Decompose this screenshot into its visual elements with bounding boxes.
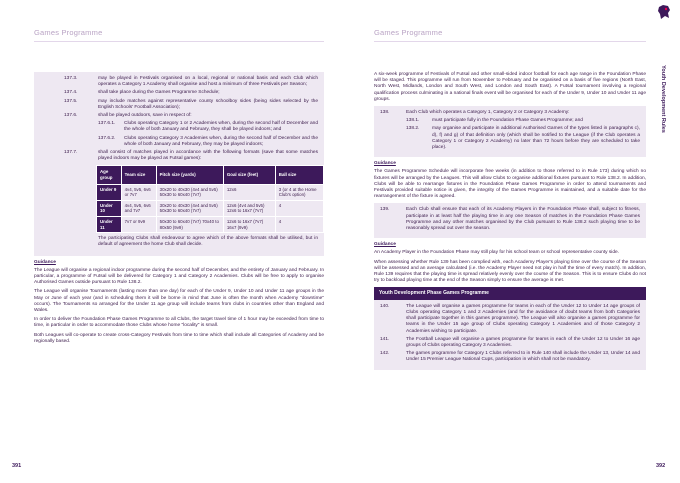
guidance-paragraph: Both Leagues will co-operate to create cross-Category Festivals from time to time which shall include all Categories of Academy and be regionally based. [34, 332, 324, 344]
rule-138-box [374, 106, 646, 157]
left-column [34, 72, 324, 348]
premier-league-lion-logo [657, 4, 671, 20]
rule-138-1 [380, 118, 640, 124]
team-size-cell: 4v4, 5v5, 6v6 or 7v7 [121, 184, 156, 200]
team-size-cell: 7v7 or 9v9 [121, 217, 156, 233]
right-header-rule [374, 41, 646, 42]
rule-137-6-1 [64, 121, 318, 133]
rule-141 [380, 337, 640, 349]
rule-text: The games programme for Category 1 Clubs referred to in Rule 140 shall include the Under 13, Under 14 and Under 15 Premier League National Cups, participation in which shall not be mandatory. [406, 351, 640, 363]
rule-137-5 [64, 99, 318, 111]
column-header: Age group [97, 166, 122, 184]
ball-size-cell: 3 (or 4 at the Home Club's option) [275, 184, 323, 200]
subrule-text: Clubs operating Category 1 or 2 Academies when, during the second half of December and the whole of both January and February, they shall be played indoors; and [124, 121, 318, 133]
subrule-number: 138.1. [406, 118, 420, 124]
subrule-text: must participate fully in the Foundation Phase Games Programme; and [432, 118, 583, 124]
age-cell: Under 10 [97, 200, 122, 216]
rule-text: The Football League will organise a games programme for teams in each of the Under 12 to Under 16 age groups of Clubs operating Category 3 Academies. [406, 336, 640, 348]
rule-text: shall take place during the Games Programme Schedule; [98, 90, 220, 96]
rule-138-2 [380, 126, 640, 151]
guidance-paragraph: The Games Programme Schedule will incorporate free weeks (in addition to those referred to in Rule 173) during which no fixtures will be arranged by the Leagues. This will allow Clubs to organise additional fixtures pursuant to Rule 138.2. In addition, Clubs will be able to rearrange fixtures in the Foundation Phase Games Programme in order to attend tournaments and Festivals provided suitable notice is given, the integrity of the Games Programme is maintained, and a suitable date for the rearrangement of the fixture is agreed. [374, 169, 646, 200]
rule-text: shall consist of matches played in accordance with the following formats (save that some matches played indoors may be played as Futsal games): [98, 150, 318, 162]
column-header: Team size [121, 166, 156, 184]
rule-number: 139. [380, 207, 390, 213]
table-header-row [97, 166, 324, 184]
section-side-tab [656, 52, 670, 152]
rule-text: The League will organise a games programme for teams in each of the Under 12 to Under 14 age groups of Clubs operating Category 1 and 2 Academies (and for the avoidance of doubt teams from both Categories shall participate together in this games programme). The League will also organise a games programme for teams in the Under 15 age group of Clubs operating Category 1 Academies and of those Category 2 Academies wishing to participate. [406, 303, 640, 334]
guidance-heading: Guidance [374, 161, 396, 167]
goal-size-cell: 12x6 (4v4 and 5v5) 12x6 to 16x7 (7v7) [223, 200, 275, 216]
rule-text: may include matches against representative county schoolboy sides (being sides selected by the English Schools' Football Association); [98, 98, 318, 110]
goal-size-cell: 12x6 to 16x7 (7v7) 16x7 (9v9) [223, 217, 275, 233]
rule-number: 137.3. [64, 76, 78, 81]
rule-137-4 [64, 90, 318, 96]
guidance-paragraph: When assessing whether Rule 139 has been complied with, each Academy Player's playing time over the course of the Season will be assessed and an average calculated (i.e. the Academy Player need not play in half the time of every match). In addition, Rule 139 requires that the playing time is spread relatively evenly over the course of the Season. This is to ensure Clubs do not try to backload playing time at the end of the Season simply to ensure the average is met. [374, 259, 646, 284]
rule-139-box [374, 203, 646, 238]
rule-text: may be played in Festivals organised on a local, regional or national basis and each Club which operates a Category 1 Academy shall organise and host a minimum of three Festivals per Season; [98, 76, 318, 88]
left-page-title: Games Programme [34, 28, 103, 37]
subrule-number: 137.6.2. [98, 135, 116, 141]
pitch-size-cell: 30x20 to 40x30 (4v4 and 5v5) 50x30 to 60x40 (7v7) [156, 184, 223, 200]
rule-139 [380, 207, 640, 232]
subrule-number: 137.6.1. [98, 121, 116, 127]
rule-number: 142. [380, 351, 390, 357]
age-cell: Under 11 [97, 217, 122, 233]
rule-number: 140. [380, 303, 390, 309]
right-page-number: 392 [656, 463, 666, 469]
side-tab-label: Youth Development Rules [660, 65, 666, 133]
table-row [97, 184, 324, 200]
rule-text: Each Club which operates a Category 1, Category 2 or Category 3 Academy: [406, 110, 570, 116]
rules-box [34, 72, 324, 256]
rule-number: 138. [380, 110, 390, 116]
column-header: Goal size (feet) [223, 166, 275, 184]
subrule-text: may organise and participate in additional Authorised Games of the types listed in paragraphs c), d), f) and g) of that definition only (which shall be notified to the League (if the Club operates a Category 1 or Category 2 Academy) no later than 72 hours before they are scheduled to take place). [432, 126, 640, 151]
rule-number: 137.7. [64, 150, 78, 156]
rule-number: 141. [380, 336, 390, 342]
guidance-paragraph: The League will organise a regional indoor programme during the second half of December, and the entirety of January and February. In particular, a programme of Futsal will be delivered for Category 1 and Category 2 Academies. Clubs will be free to apply to organise Authorised Games outside pursuant to Rule 138.2. [34, 267, 324, 286]
table-row [97, 200, 324, 216]
team-size-cell: 4v4, 5v5, 6v6 and 7v7 [121, 200, 156, 216]
rule-text: Each Club shall ensure that each of its Academy Players in the Foundation Phase shall, subject to fitness, participate in at least half the playing time in any one Season of matches in the Foundation Phase Games Programme and any other matches organised by the Club pursuant to Rule 138.2 such playing time to be reasonably spread out over the season. [406, 207, 640, 232]
subrule-number: 138.2. [406, 126, 420, 132]
table-row [97, 217, 324, 233]
ball-size-cell: 4 [275, 200, 323, 216]
ydp-rules-box [374, 300, 646, 370]
rule-137-7 [64, 150, 318, 162]
guidance-paragraph: In order to deliver the Foundation Phase Games Programme to all Clubs, the target travel time of 1 hour may be exceeded from time to time, in particular in order to accommodate those Clubs whose home "locality" is small. [34, 317, 324, 329]
guidance-paragraph: An Academy Player in the Foundation Phase may still play for his school team or school representative county side. [374, 250, 620, 256]
age-cell: Under 9 [97, 184, 122, 200]
column-header: Ball size [275, 166, 323, 184]
goal-size-cell: 12x6 [223, 184, 275, 200]
rule-number: 137.5. [64, 98, 78, 104]
subrule-text: Clubs operating Category 3 Academies when, during the second half of December and the whole of both January and February, they may be played indoors; [124, 135, 318, 147]
rule-number: 137.4. [64, 90, 78, 96]
left-header-rule [34, 41, 324, 42]
intro-paragraph: A six-week programme of Festivals of Futsal and other small-sided indoor football for each age range in the Foundation Phase will be staged. This programme will run from November to February and be organised on a basis of five regions (North East, North West, Midlands, London and South West, and London and South East). A Futsal tournament involving a regional qualification process culminating in a national finals event will be organised for each of the Under 9, Under 10 and Under 11 age groups. [374, 72, 646, 102]
pitch-size-cell: 50x30 to 60x40 (7v7) 70x40 to 80x50 (9v9) [156, 217, 223, 233]
format-note: The participating Clubs shall endeavour to agree which of the above formats shall be utilised, but in default of agreement the home Club shall decide. [98, 236, 318, 248]
ball-size-cell: 4 [275, 217, 323, 233]
ydp-section-heading: Youth Development Phase Games Programme [374, 287, 646, 299]
column-header: Pitch size (yards) [156, 166, 223, 184]
rule-142 [380, 351, 640, 363]
left-page-number: 391 [12, 463, 22, 469]
guidance-paragraph: The League will organise Tournaments (lasting more than one day) for each of the Under 9, Under 10 and Under 11 age groups in the May or June of each year (and in scheduling them it will be borne in mind that June is often the month when Academy "downtime" occurs). The Tournaments so arranged for the Under 11 age group will include teams from clubs in countries other than England and Wales. [34, 289, 324, 314]
guidance-heading: Guidance [34, 259, 56, 265]
rule-number: 137.6. [64, 113, 78, 119]
rule-140 [380, 304, 640, 335]
pitch-size-cell: 30x20 to 40x30 (4v4 and 5v5) 50x30 to 60x40 (7v7) [156, 200, 223, 216]
match-format-table [96, 165, 324, 233]
right-page-title: Games Programme [374, 28, 443, 37]
rule-137-6-2 [64, 136, 318, 148]
rule-138 [380, 110, 640, 116]
guidance-heading: Guidance [374, 242, 396, 248]
right-column [374, 72, 646, 370]
rule-137-3 [64, 76, 318, 88]
rule-text: shall be played outdoors, save in respect of: [98, 113, 192, 119]
rule-137-6 [64, 113, 318, 119]
